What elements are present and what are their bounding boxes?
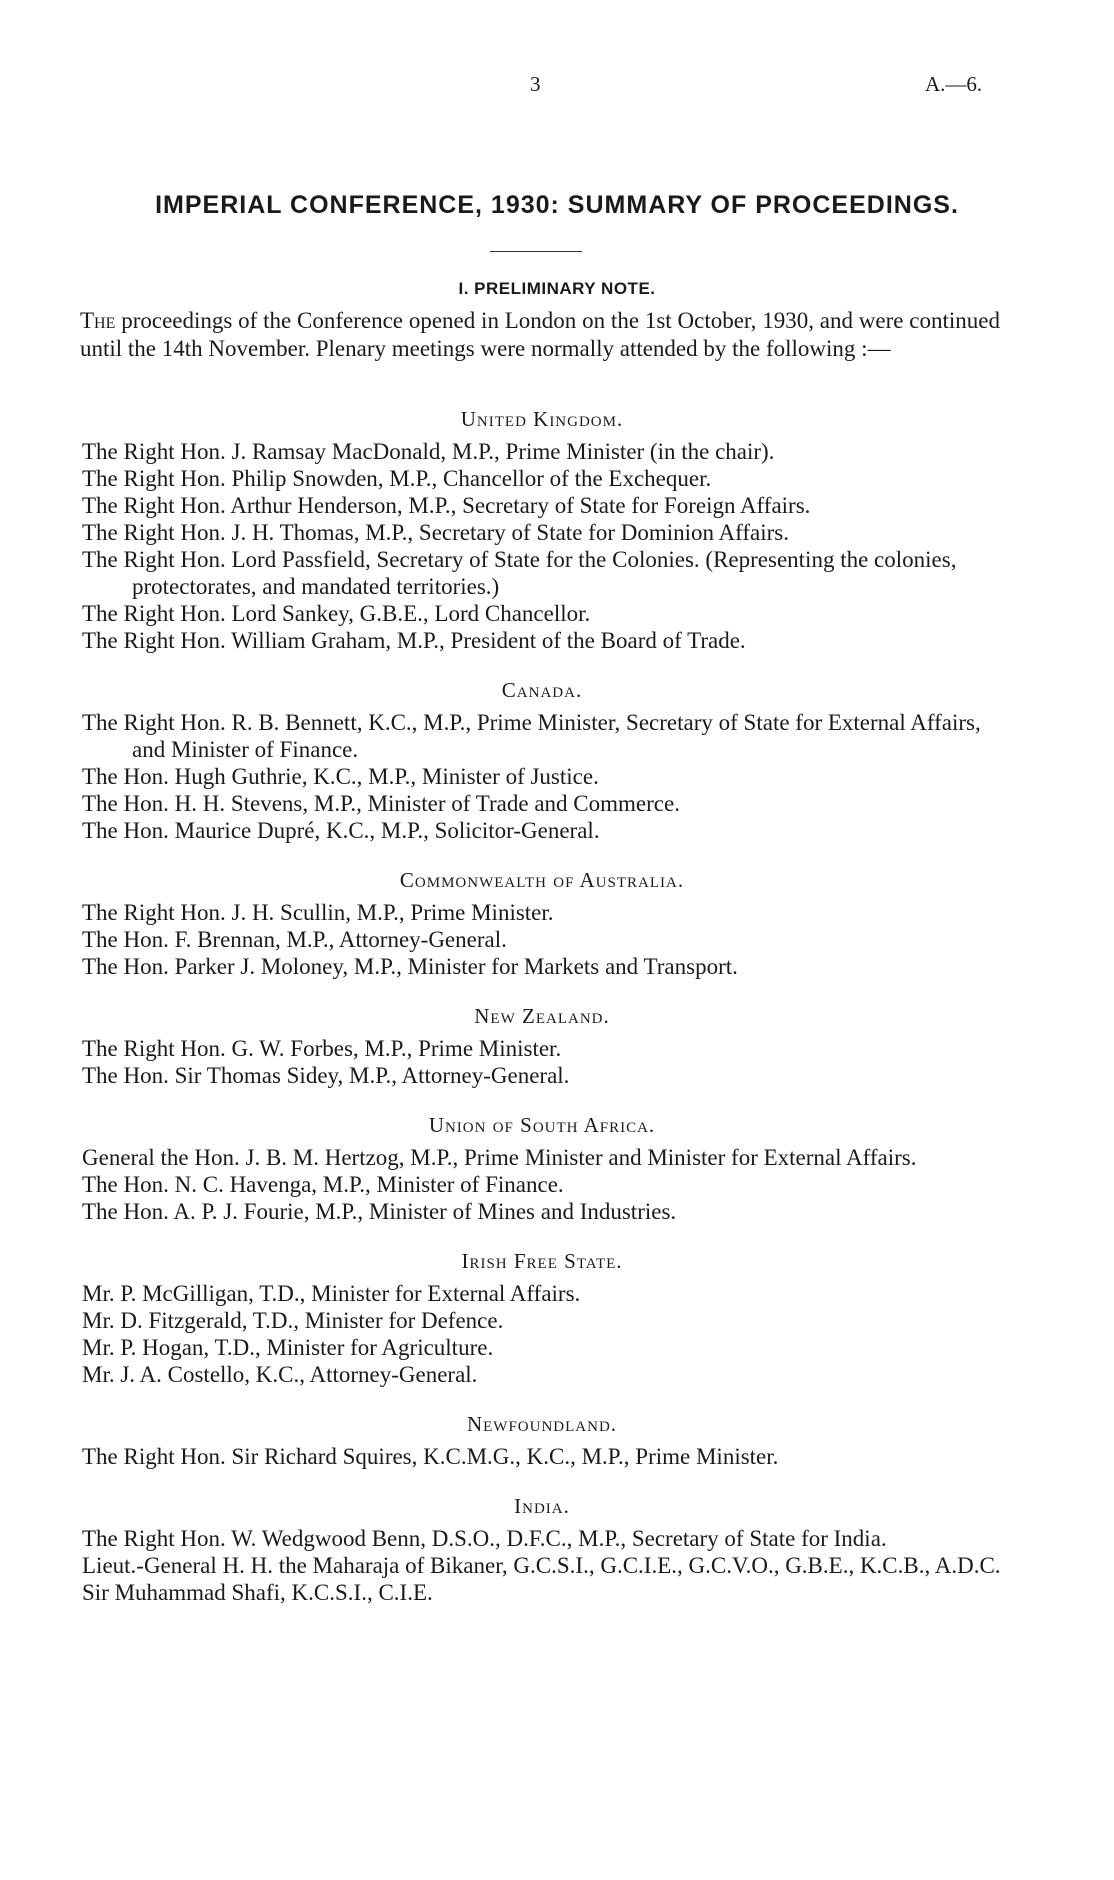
attendee-lists <box>82 405 1002 1628</box>
delegate-entry: Mr. J. A. Costello, K.C., Attorney-General. <box>82 1362 478 1387</box>
delegate-entry: The Right Hon. William Graham, M.P., President of the Board of Trade. <box>82 628 746 653</box>
intro-lead-word: The <box>80 308 116 333</box>
title-divider <box>490 251 582 252</box>
delegate-entry: The Right Hon. Lord Sankey, G.B.E., Lord Chancellor. <box>82 601 591 626</box>
delegate-entry: Mr. P. Hogan, T.D., Minister for Agriculture. <box>82 1335 494 1360</box>
delegate-entry: Mr. P. McGilligan, T.D., Minister for External Affairs. <box>82 1281 581 1306</box>
intro-paragraph <box>80 307 1000 363</box>
delegate-entry: Mr. D. Fitzgerald, T.D., Minister for Defence. <box>82 1308 504 1333</box>
delegate-entry: The Hon. Hugh Guthrie, K.C., M.P., Minister of Justice. <box>82 764 599 789</box>
delegate-entry: The Hon. Sir Thomas Sidey, M.P., Attorney-General. <box>82 1063 570 1088</box>
delegation-heading: Commonwealth of Australia. <box>399 868 685 892</box>
delegate-entry: The Hon. A. P. J. Fourie, M.P., Minister of Mines and Industries. <box>82 1199 677 1224</box>
delegation-heading: New Zealand. <box>474 1004 610 1028</box>
delegate-entry: The Hon. Maurice Dupré, K.C., M.P., Solicitor-General. <box>82 818 600 843</box>
page-title: IMPERIAL CONFERENCE, 1930: SUMMARY OF PROCEEDINGS. <box>155 191 959 219</box>
delegation-heading: United Kingdom. <box>460 407 624 431</box>
delegate-entry: The Right Hon. G. W. Forbes, M.P., Prime Minister. <box>82 1036 562 1061</box>
delegate-entry: The Right Hon. Lord Passfield, Secretary of State for the Colonies. (Representing the colonies, protectorates, and mandated territories.) <box>82 547 957 599</box>
delegation-group <box>82 866 1002 980</box>
intro-text: proceedings of the Conference opened in London on the 1st October, 1930, and were continued until the 14th November. Plenary meetings were normally attended by the following :— <box>80 308 1000 361</box>
delegate-entry: The Right Hon. J. Ramsay MacDonald, M.P., Prime Minister (in the chair). <box>82 439 775 464</box>
delegation-group <box>82 405 1002 654</box>
delegate-entry: Sir Muhammad Shafi, K.C.S.I., C.I.E. <box>82 1580 433 1605</box>
delegate-entry: The Right Hon. Sir Richard Squires, K.C.M.G., K.C., M.P., Prime Minister. <box>82 1444 779 1469</box>
delegate-entry: The Right Hon. J. H. Thomas, M.P., Secretary of State for Dominion Affairs. <box>82 520 789 545</box>
delegation-group <box>82 1111 1002 1225</box>
delegation-heading: Irish Free State. <box>461 1249 623 1273</box>
delegate-entry: The Hon. Parker J. Moloney, M.P., Minister for Markets and Transport. <box>82 954 738 979</box>
page-number: 3 <box>530 72 541 96</box>
delegate-entry: The Right Hon. J. H. Scullin, M.P., Prime Minister. <box>82 900 554 925</box>
delegation-group <box>82 1247 1002 1388</box>
delegate-entry: The Right Hon. R. B. Bennett, K.C., M.P., Prime Minister, Secretary of State for External Affairs, and Minister of Finance. <box>82 710 981 762</box>
delegation-heading: India. <box>514 1494 570 1518</box>
delegation-group <box>82 1492 1002 1606</box>
section-title: I. PRELIMINARY NOTE. <box>458 279 656 298</box>
delegate-entry: The Right Hon. W. Wedgwood Benn, D.S.O., D.F.C., M.P., Secretary of State for India. <box>82 1526 887 1551</box>
delegate-entry: The Right Hon. Philip Snowden, M.P., Chancellor of the Exchequer. <box>82 466 712 491</box>
document-code: A.—6. <box>925 72 983 96</box>
delegation-group <box>82 1002 1002 1089</box>
delegation-group <box>82 1410 1002 1470</box>
delegate-entry: The Right Hon. Arthur Henderson, M.P., Secretary of State for Foreign Affairs. <box>82 493 811 518</box>
delegate-entry: General the Hon. J. B. M. Hertzog, M.P., Prime Minister and Minister for External Affairs. <box>82 1145 917 1170</box>
delegate-entry: Lieut.-General H. H. the Maharaja of Bikaner, G.C.S.I., G.C.I.E., G.C.V.O., G.B.E., K.C.B., A.D.C. <box>82 1553 1001 1578</box>
delegation-group <box>82 676 1002 844</box>
delegate-entry: The Hon. F. Brennan, M.P., Attorney-General. <box>82 927 507 952</box>
delegation-heading: Canada. <box>501 678 583 702</box>
delegate-entry: The Hon. H. H. Stevens, M.P., Minister of Trade and Commerce. <box>82 791 680 816</box>
delegation-heading: Newfoundland. <box>466 1412 618 1436</box>
delegation-heading: Union of South Africa. <box>428 1113 656 1137</box>
delegate-entry: The Hon. N. C. Havenga, M.P., Minister of Finance. <box>82 1172 564 1197</box>
